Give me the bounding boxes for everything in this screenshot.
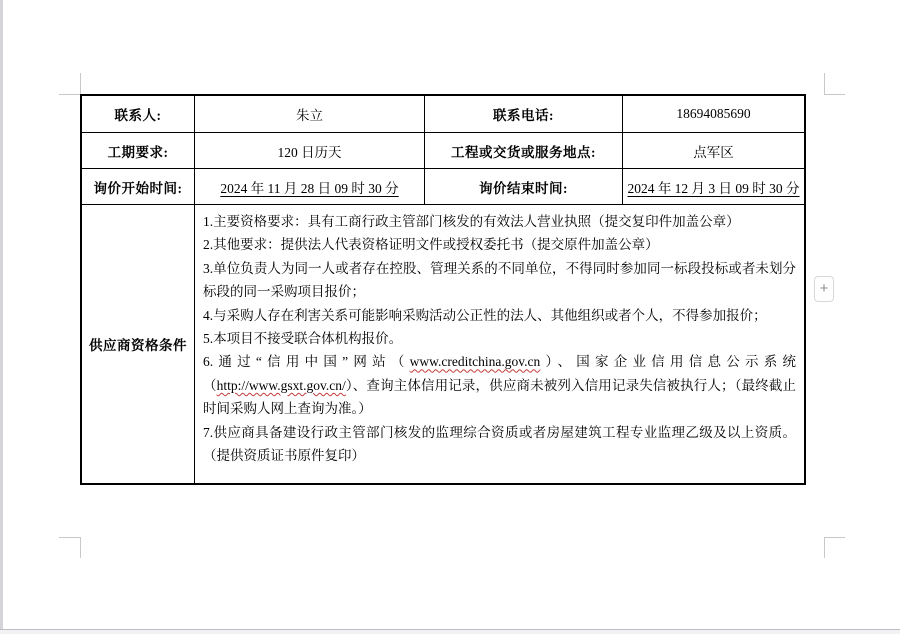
inquiry-end-date: 2024 年 12 月 3 日 09 时 30 分 [627,180,800,196]
table-row-duration [82,133,804,169]
qualification-item: 4.与采购人存在利害关系可能影响采购活动公正性的法人、其他组织或者个人，不得参加报价； [203,307,767,323]
inquiry-start-date: 2024 年 11 月 28 日 09 时 30 分 [220,180,399,196]
inquiry-end-value [623,169,804,204]
crop-mark-top-left [80,73,81,94]
contact-person-label: 联系人: [82,96,195,132]
horizontal-scrollbar-track[interactable] [0,629,900,634]
inquiry-start-value [195,169,425,204]
supplier-qualification-label: 供应商资格条件 [82,205,195,483]
qualification-item: 5.本项目不接受联合体机构报价。 [203,331,403,347]
contact-phone-label: 联系电话: [425,96,623,132]
window-left-edge [0,0,3,629]
crop-mark-bottom-right [824,537,845,538]
table-row-contact [82,96,804,133]
delivery-location-value: 点军区 [693,144,734,160]
url-text: www.creditchina.gov.cn [409,354,541,370]
table-row-inquiry-time [82,169,804,205]
contact-phone-value: 18694085690 [676,106,751,121]
delivery-location-label: 工程或交货或服务地点: [425,133,623,168]
duration-label: 工期要求: [82,133,195,168]
crop-mark-bottom-right [824,537,825,558]
procurement-info-table [80,94,806,485]
crop-mark-bottom-left [59,537,80,538]
qualification-item: 7.供应商具备建设行政主管部门核发的监理综合资质或者房屋建筑工程专业监理乙级及以上资质。（提供资质证书原件复印） [203,424,796,464]
url-text: http://www.gsxt.gov.cn/ [216,377,346,393]
crop-mark-bottom-left [80,537,81,558]
plus-button[interactable]: + [814,276,834,302]
inquiry-start-label: 询价开始时间: [82,169,195,204]
duration-value: 120 日历天 [195,133,425,168]
crop-mark-top-left [59,94,80,95]
qualification-item: 2.其他要求：提供法人代表资格证明文件或授权委托书（提交原件加盖公章） [203,237,659,253]
qualification-item: 6.通过“信用中国”网站（www.creditchina.gov.cn）、国家企业信用信息公示系统（http://www.gsxt.gov.cn/）、查询主体信用记录，供应商未被列入信用记录失信被执行人；（最终截止时间采购人网上查询为准。） [203,354,797,417]
inquiry-end-label: 询价结束时间: [425,169,623,204]
crop-mark-top-right [824,73,825,94]
crop-mark-top-right [824,94,845,95]
qualification-item: 1.主要资格要求：具有工商行政主管部门核发的有效法人营业执照（提交复印件加盖公章） [203,214,740,229]
contact-person-value: 朱立 [195,96,425,132]
qualification-items [195,205,804,483]
qualification-item: 3.单位负责人为同一人或者存在控股、管理关系的不同单位，不得同时参加同一标段投标或者未划分标段的同一采购项目报价； [203,260,796,300]
table-row-qualification [82,205,804,483]
